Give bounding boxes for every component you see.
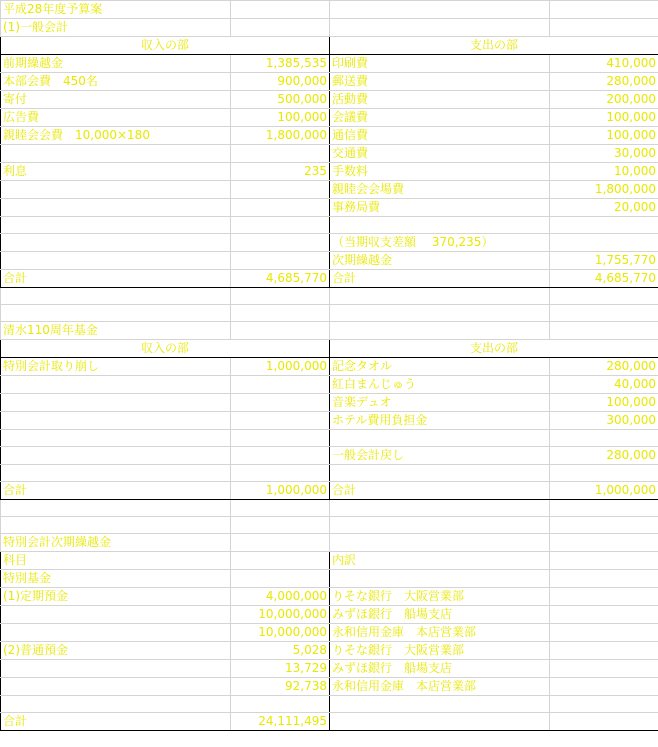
general-heading[interactable]: (1)一般会計 — [1, 19, 231, 37]
general-in-value[interactable] — [231, 181, 330, 199]
fund-out-value[interactable] — [550, 465, 658, 482]
special-item-label[interactable]: (1)定期預金 — [1, 588, 231, 606]
special-item-detail[interactable]: 永和信用金庫 本店営業部 — [330, 624, 550, 642]
fund-out-value[interactable]: 280,000 — [550, 447, 658, 465]
fund-out-label[interactable]: 紅白まんじゅう — [330, 376, 550, 394]
fund-in-value[interactable] — [231, 430, 330, 447]
general-out-label[interactable]: 次期繰越金 — [330, 252, 550, 270]
special-item-detail[interactable]: みずほ銀行 船場支店 — [330, 660, 550, 678]
general-in-label[interactable] — [1, 145, 231, 163]
general-in-label[interactable]: 寄付 — [1, 91, 231, 109]
general-total-label[interactable]: 合計 — [1, 270, 231, 288]
fund-out-label[interactable]: 記念タオル — [330, 358, 550, 376]
special-item-label[interactable] — [1, 696, 231, 713]
general-in-label[interactable]: 利息 — [1, 163, 231, 181]
general-out-value[interactable]: 1,800,000 — [550, 181, 658, 199]
special-total-label[interactable]: 合計 — [1, 713, 231, 731]
fund-in-label[interactable] — [1, 447, 231, 465]
fund-total-out[interactable]: 1,000,000 — [550, 482, 658, 500]
fund-in-label[interactable] — [1, 412, 231, 430]
general-in-label[interactable] — [1, 181, 231, 199]
general-out-value[interactable] — [550, 217, 658, 234]
special-item-value[interactable]: 13,729 — [231, 660, 330, 678]
special-item-label[interactable] — [1, 660, 231, 678]
general-in-label[interactable] — [1, 199, 231, 217]
fund-in-value[interactable]: 1,000,000 — [231, 358, 330, 376]
general-in-value[interactable]: 1,385,535 — [231, 55, 330, 73]
general-out-label[interactable]: 手数料 — [330, 163, 550, 181]
general-in-label[interactable] — [1, 217, 231, 234]
general-out-label[interactable]: 事務局費 — [330, 199, 550, 217]
fund-out-value[interactable]: 40,000 — [550, 376, 658, 394]
general-balance-note[interactable]: （当期収支差額 370,235） — [330, 234, 550, 252]
general-total-in[interactable]: 4,685,770 — [231, 270, 330, 288]
fund-out-label[interactable]: 一般会計戻し — [330, 447, 550, 465]
general-out-value[interactable]: 1,755,770 — [550, 252, 658, 270]
fund-in-label[interactable] — [1, 465, 231, 482]
special-item-value[interactable]: 4,000,000 — [231, 588, 330, 606]
fund-in-value[interactable] — [231, 376, 330, 394]
fund-out-label[interactable] — [330, 465, 550, 482]
general-out-label[interactable]: 活動費 — [330, 91, 550, 109]
special-item-detail[interactable]: りそな銀行 大阪営業部 — [330, 588, 550, 606]
special-item-label[interactable]: (2)普通預金 — [1, 642, 231, 660]
fund-out-label[interactable] — [330, 430, 550, 447]
general-in-value[interactable] — [231, 217, 330, 234]
fund-in-value[interactable] — [231, 394, 330, 412]
special-item-value[interactable] — [231, 696, 330, 713]
general-in-value[interactable] — [231, 145, 330, 163]
general-out-value[interactable]: 410,000 — [550, 55, 658, 73]
general-total-out[interactable]: 4,685,770 — [550, 270, 658, 288]
fund-in-label[interactable]: 特別会計取り崩し — [1, 358, 231, 376]
special-item-value[interactable]: 5,028 — [231, 642, 330, 660]
general-in-label[interactable] — [1, 234, 231, 252]
general-out-label[interactable]: 郵送費 — [330, 73, 550, 91]
fund-in-value[interactable] — [231, 412, 330, 430]
fund-out-value[interactable]: 280,000 — [550, 358, 658, 376]
general-in-value[interactable]: 900,000 — [231, 73, 330, 91]
general-out-value[interactable]: 100,000 — [550, 109, 658, 127]
special-item-value[interactable]: 10,000,000 — [231, 624, 330, 642]
special-item-label[interactable] — [1, 624, 231, 642]
fund-in-value[interactable] — [231, 447, 330, 465]
special-heading[interactable]: 特別会計次期繰越金 — [1, 534, 231, 552]
fund-expense-header[interactable]: 支出の部 — [330, 340, 658, 358]
general-out-value[interactable]: 280,000 — [550, 73, 658, 91]
general-in-label[interactable]: 前期繰越金 — [1, 55, 231, 73]
fund-out-value[interactable]: 300,000 — [550, 412, 658, 430]
general-out-value[interactable]: 20,000 — [550, 199, 658, 217]
general-in-value[interactable]: 235 — [231, 163, 330, 181]
fund-total-out-label[interactable]: 合計 — [330, 482, 550, 500]
general-out-value[interactable]: 100,000 — [550, 127, 658, 145]
general-total-out-label[interactable]: 合計 — [330, 270, 550, 288]
general-out-label[interactable]: 通信費 — [330, 127, 550, 145]
special-total-value[interactable]: 24,111,495 — [231, 713, 330, 731]
general-income-header[interactable]: 収入の部 — [1, 37, 330, 55]
general-in-value[interactable]: 100,000 — [231, 109, 330, 127]
fund-out-label[interactable]: 音楽デュオ — [330, 394, 550, 412]
special-item-detail[interactable]: りそな銀行 大阪営業部 — [330, 642, 550, 660]
sheet-title[interactable]: 平成28年度予算案 — [1, 1, 231, 19]
general-in-value[interactable]: 1,800,000 — [231, 127, 330, 145]
general-in-label[interactable]: 本部会費 450名 — [1, 73, 231, 91]
special-item-detail[interactable]: 永和信用金庫 本店営業部 — [330, 678, 550, 696]
special-item-value[interactable]: 10,000,000 — [231, 606, 330, 624]
general-out-label[interactable]: 交通費 — [330, 145, 550, 163]
general-expense-header[interactable]: 支出の部 — [330, 37, 658, 55]
fund-in-label[interactable] — [1, 376, 231, 394]
special-col-item[interactable]: 科目 — [1, 552, 231, 570]
fund-in-label[interactable] — [1, 394, 231, 412]
general-in-value[interactable]: 500,000 — [231, 91, 330, 109]
general-out-value[interactable] — [550, 234, 658, 252]
general-in-value[interactable] — [231, 252, 330, 270]
general-in-label[interactable]: 広告費 — [1, 109, 231, 127]
general-in-label[interactable] — [1, 252, 231, 270]
special-item-detail[interactable]: みずほ銀行 船場支店 — [330, 606, 550, 624]
general-in-label[interactable]: 親睦会会費 10,000×180 — [1, 127, 231, 145]
general-out-label[interactable]: 印刷費 — [330, 55, 550, 73]
fund-out-label[interactable]: ホテル費用負担金 — [330, 412, 550, 430]
fund-in-value[interactable] — [231, 465, 330, 482]
general-in-value[interactable] — [231, 199, 330, 217]
special-item-label[interactable] — [1, 606, 231, 624]
general-out-label[interactable]: 親睦会会場費 — [330, 181, 550, 199]
special-item-label[interactable] — [1, 678, 231, 696]
fund-total-in[interactable]: 1,000,000 — [231, 482, 330, 500]
general-in-value[interactable] — [231, 234, 330, 252]
general-out-label[interactable] — [330, 217, 550, 234]
general-out-value[interactable]: 200,000 — [550, 91, 658, 109]
special-item-value[interactable]: 92,738 — [231, 678, 330, 696]
fund-heading[interactable]: 清水110周年基金 — [1, 322, 231, 340]
general-out-label[interactable]: 会議費 — [330, 109, 550, 127]
fund-income-header[interactable]: 収入の部 — [1, 340, 330, 358]
special-col-detail[interactable]: 内訳 — [330, 552, 550, 570]
special-item-detail[interactable] — [330, 696, 550, 713]
fund-out-value[interactable]: 100,000 — [550, 394, 658, 412]
general-out-value[interactable]: 10,000 — [550, 163, 658, 181]
fund-total-label[interactable]: 合計 — [1, 482, 231, 500]
fund-out-value[interactable] — [550, 430, 658, 447]
general-out-value[interactable]: 30,000 — [550, 145, 658, 163]
fund-in-label[interactable] — [1, 430, 231, 447]
special-fund-label[interactable]: 特別基金 — [1, 570, 231, 588]
